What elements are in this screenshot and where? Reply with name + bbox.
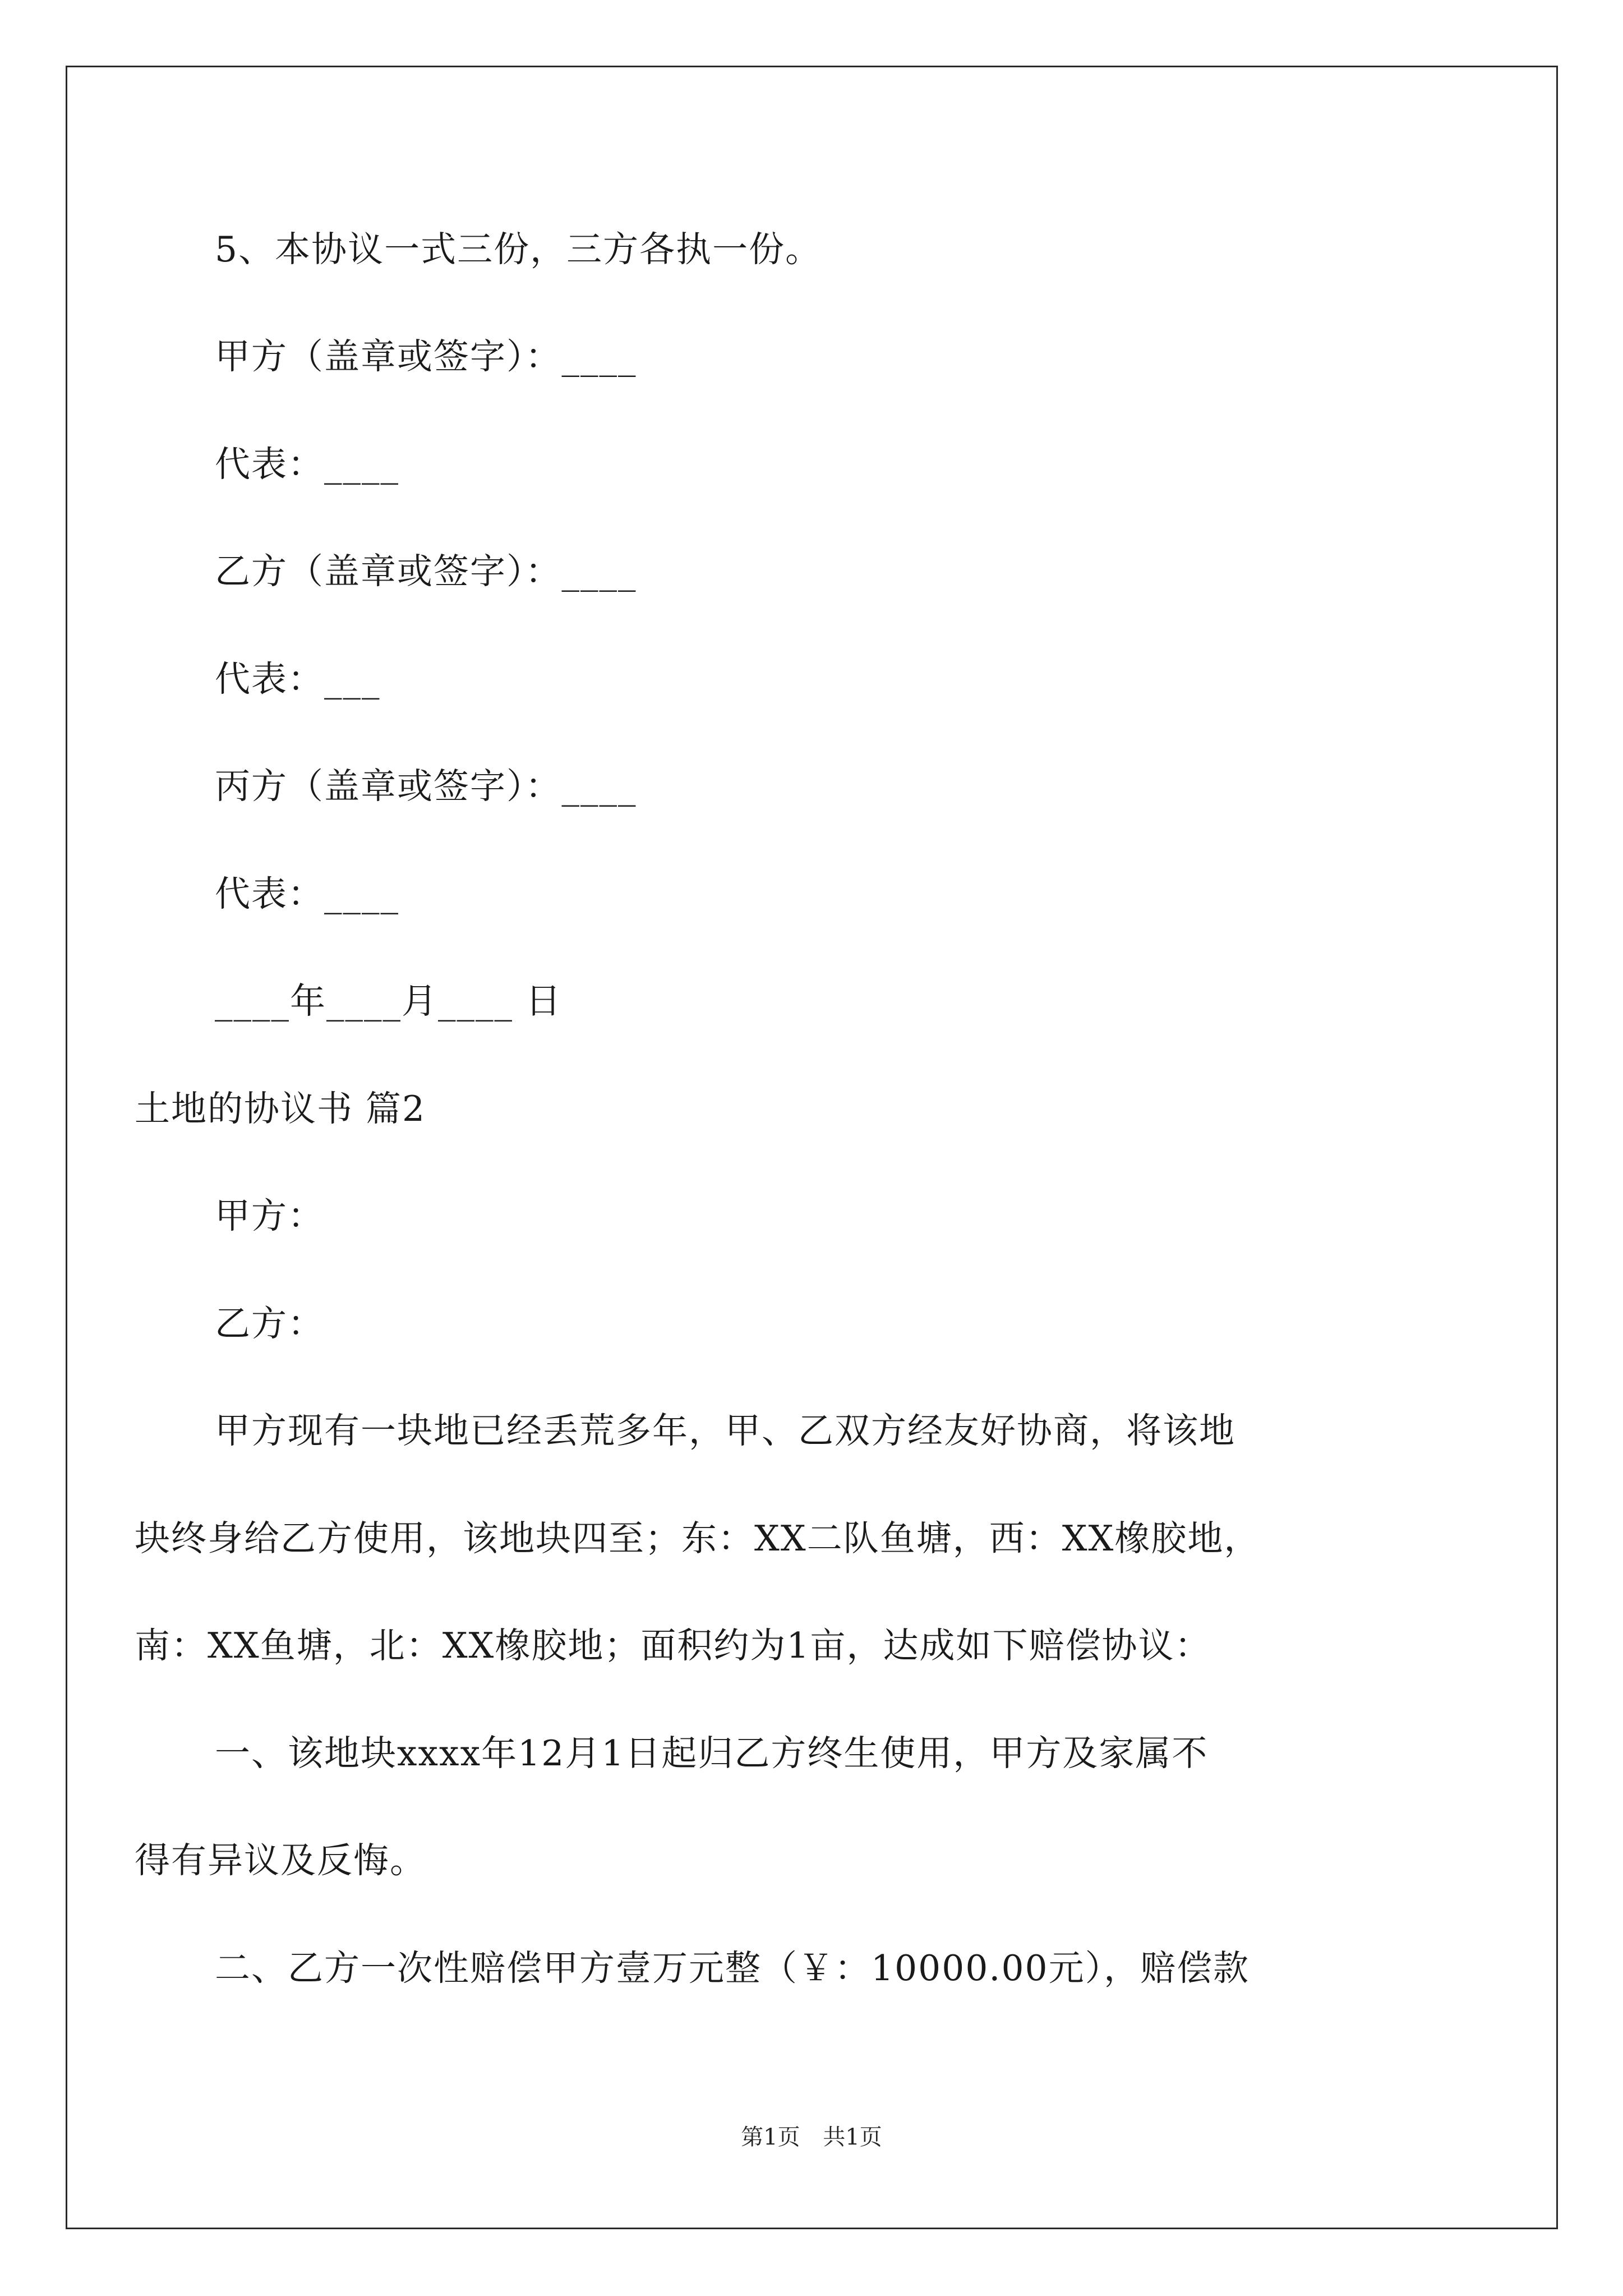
party-b-representative: 代表：___: [215, 659, 381, 700]
party-a-representative: 代表：____: [215, 444, 399, 485]
party-c-signature: 丙方（盖章或签字）：____: [215, 766, 637, 807]
party-a-signature: 甲方（盖章或签字）：____: [215, 336, 637, 377]
paragraph-line: 甲方现有一块地已经丢荒多年，甲、乙双方经友好协商，将该地: [215, 1410, 1235, 1451]
paragraph-line: 块终身给乙方使用，该地块四至；东：XX二队鱼塘，西：XX橡胶地，: [135, 1518, 1261, 1559]
page-count: 共1页: [823, 2124, 882, 2150]
page-border: [66, 66, 1558, 2229]
clause-5: 5、本协议一式三份，三方各执一份。: [215, 229, 822, 270]
paragraph-line: 南：XX鱼塘，北：XX橡胶地；面积约为1亩，达成如下赔偿协议：: [135, 1625, 1211, 1666]
page-number: 第1页: [741, 2124, 800, 2150]
party-a-label: 甲方：: [215, 1195, 324, 1236]
page-footer: [0, 2123, 1623, 2151]
clause-1-line: 得有异议及反悔。: [135, 1840, 426, 1881]
section-heading: 土地的协议书 篇2: [135, 1088, 426, 1129]
party-b-label: 乙方：: [215, 1303, 324, 1344]
party-b-signature: 乙方（盖章或签字）：____: [215, 551, 637, 592]
clause-2-line: 二、乙方一次性赔偿甲方壹万元整（￥：10000.00元），赔偿款: [215, 1948, 1250, 1989]
party-c-representative: 代表：____: [215, 873, 399, 914]
clause-1-line: 一、该地块xxxx年12月1日起归乙方终生使用，甲方及家属不: [215, 1733, 1209, 1774]
date-line: ____年____月____ 日: [215, 981, 562, 1022]
